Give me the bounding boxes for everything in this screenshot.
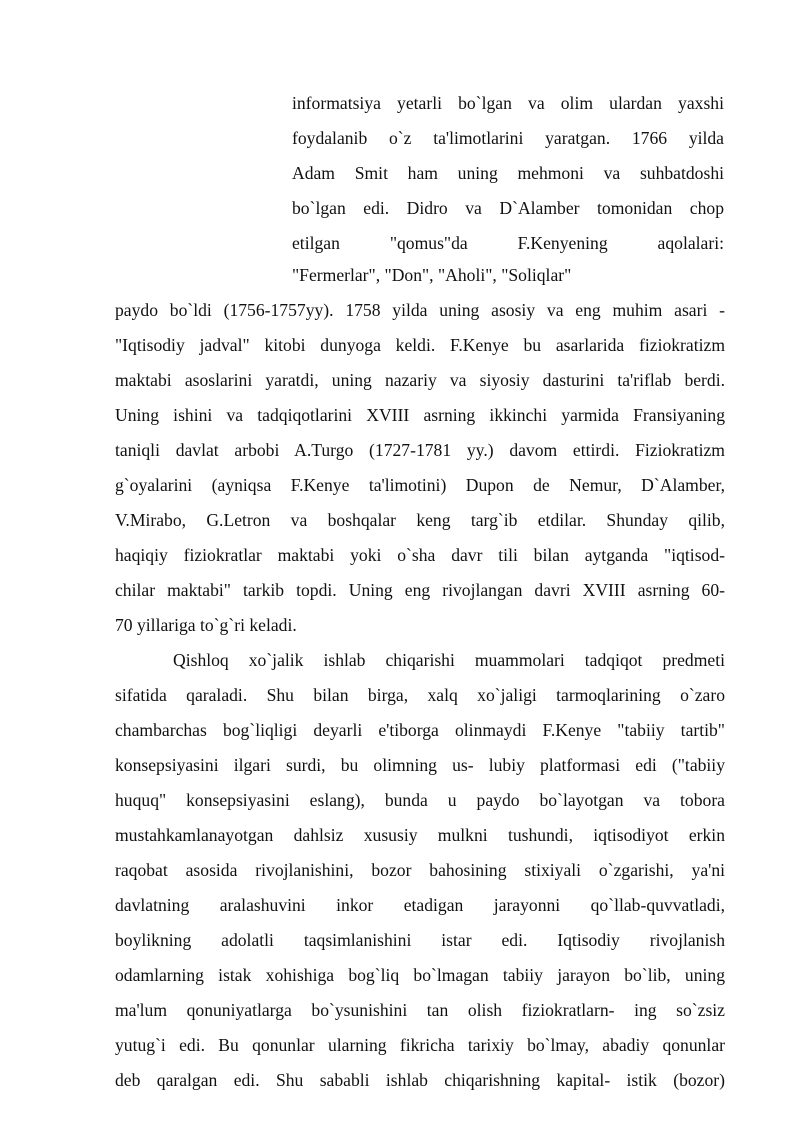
text-line: etilgan "qomus"da F.Kenyening aqolalari: bbox=[292, 233, 724, 253]
text-line: Uning ishini va tadqiqotlarini XVIII asrning ikkinchi yarmida Fransiyaning bbox=[115, 405, 725, 425]
text-line: deb qaralgan edi. Shu sababli ishlab chiqarishning kapital- istik (bozor) bbox=[115, 1070, 725, 1090]
text-line: sifatida qaraladi. Shu bilan birga, xalq xo`jaligi tarmoqlarining o`zaro bbox=[115, 685, 725, 705]
text-line: mustahkamlanayotgan dahlsiz xususiy mulkni tushundi, iqtisodiyot erkin bbox=[115, 825, 725, 845]
text-line: informatsiya yetarli bo`lgan va olim ulardan yaxshi bbox=[292, 93, 724, 113]
text-line: "Iqtisodiy jadval" kitobi dunyoga keldi. F.Kenye bu asarlarida fiziokratizm bbox=[115, 335, 725, 355]
text-line: "Fermerlar", "Don", "Aholi", "Soliqlar" bbox=[292, 265, 572, 285]
text-line: taniqli davlat arbobi A.Turgo (1727-1781 yy.) davom ettirdi. Fiziokratizm bbox=[115, 440, 725, 460]
text-line: yutug`i edi. Bu qonunlar ularning fikricha tarixiy bo`lmay, abadiy qonunlar bbox=[115, 1035, 725, 1055]
text-line: davlatning aralashuvini inkor etadigan jarayonni qo`llab-quvvatladi, bbox=[115, 895, 725, 915]
text-line: ma'lum qonuniyatlarga bo`ysunishini tan olish fiziokratlarn- ing so`zsiz bbox=[115, 1000, 725, 1020]
text-line: boylikning adolatli taqsimlanishini istar edi. Iqtisodiy rivojlanish bbox=[115, 930, 725, 950]
text-line: bo`lgan edi. Didro va D`Alamber tomonidan chop bbox=[292, 198, 724, 218]
text-line: Adam Smit ham uning mehmoni va suhbatdoshi bbox=[292, 163, 724, 183]
text-line: konsepsiyasini ilgari surdi, bu olimning us- lubiy platformasi edi ("tabiiy bbox=[115, 755, 725, 775]
text-line: chambarchas bog`liqligi deyarli e'tiborga olinmaydi F.Kenye "tabiiy tartib" bbox=[115, 720, 725, 740]
text-line: 70 yillariga to`g`ri keladi. bbox=[115, 615, 297, 635]
text-line: g`oyalarini (ayniqsa F.Kenye ta'limotini) Dupon de Nemur, D`Alamber, bbox=[115, 475, 725, 495]
text-line: huquq" konsepsiyasini eslang), bunda u paydo bo`layotgan va tobora bbox=[115, 790, 725, 810]
text-line: raqobat asosida rivojlanishini, bozor bahosining stixiyali o`zgarishi, ya'ni bbox=[115, 860, 725, 880]
text-line: haqiqiy fiziokratlar maktabi yoki o`sha davr tili bilan aytganda "iqtisod- bbox=[115, 545, 725, 565]
text-line: chilar maktabi" tarkib topdi. Uning eng rivojlangan davri XVIII asrning 60- bbox=[115, 580, 725, 600]
text-line: maktabi asoslarini yaratdi, uning nazariy va siyosiy dasturini ta'riflab berdi. bbox=[115, 370, 725, 390]
text-line: Qishloq xo`jalik ishlab chiqarishi muammolari tadqiqot predmeti bbox=[173, 650, 725, 670]
text-line: paydo bo`ldi (1756-1757yy). 1758 yilda uning asosiy va eng muhim asari - bbox=[115, 300, 725, 320]
text-line: odamlarning istak xohishiga bog`liq bo`lmagan tabiiy jarayon bo`lib, uning bbox=[115, 965, 725, 985]
text-line: foydalanib o`z ta'limotlarini yaratgan. 1766 yilda bbox=[292, 128, 724, 148]
text-line: V.Mirabo, G.Letron va boshqalar keng targ`ib etdilar. Shunday qilib, bbox=[115, 510, 725, 530]
